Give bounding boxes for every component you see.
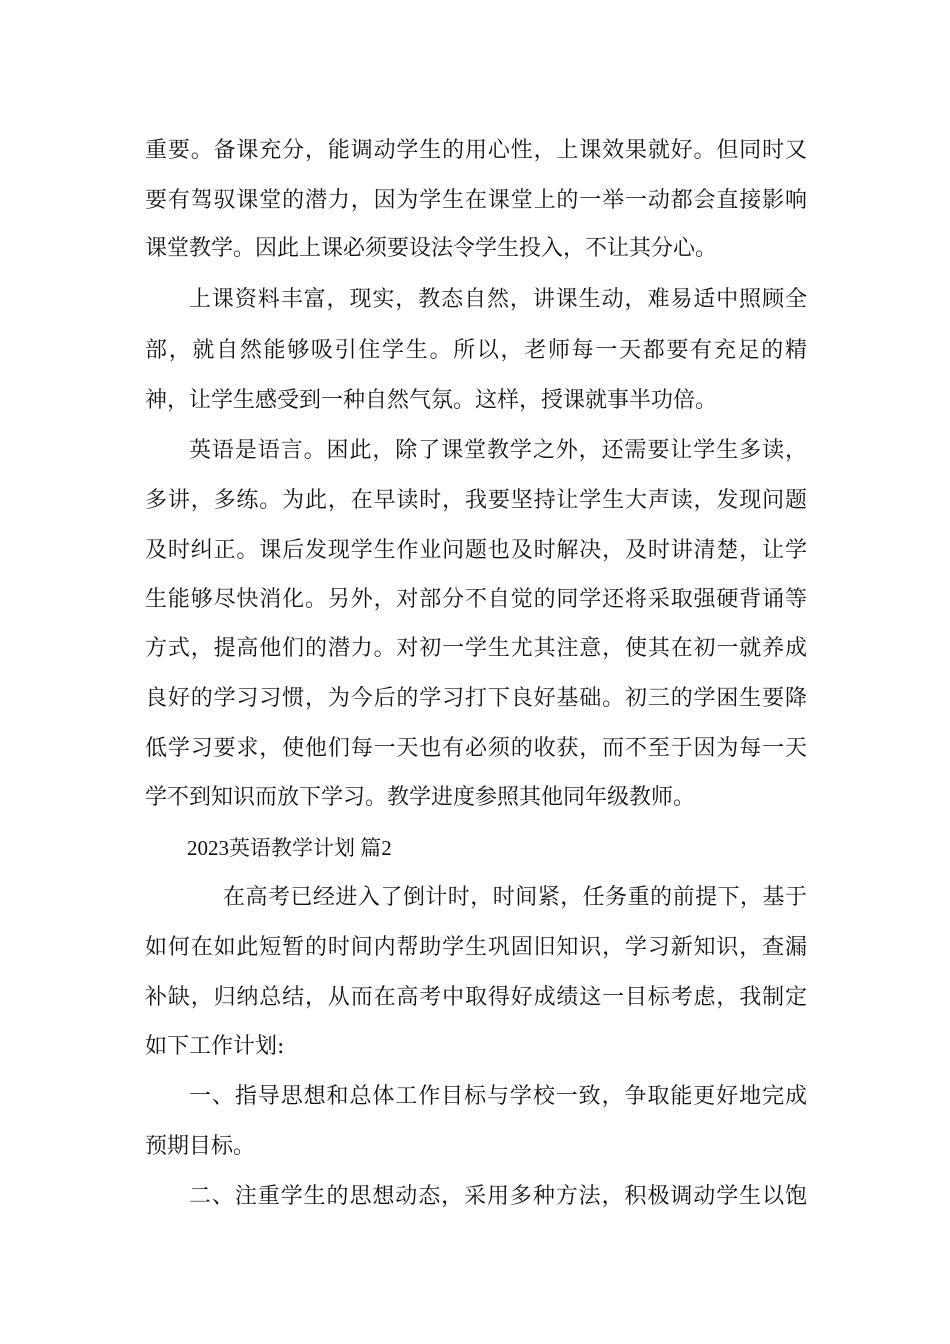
paragraph-line: 部，就自然能够吸引住学生。所以，老师每一天都要有充足的精	[145, 338, 807, 363]
paragraph-line: 重要。备课充分，能调动学生的用心性，上课效果就好。但同时又	[145, 138, 807, 163]
paragraph-line: 如何在如此短暂的时间内帮助学生巩固旧知识，学习新知识，查漏	[145, 935, 807, 960]
paragraph-line: 及时纠正。课后发现学生作业问题也及时解决，及时讲清楚，让学	[145, 538, 807, 563]
paragraph-line: 方式，提高他们的潜力。对初一学生尤其注意，使其在初一就养成	[145, 636, 807, 661]
paragraph-line: 多讲，多练。为此，在早读时，我要坚持让学生大声读，发现问题	[145, 488, 807, 513]
paragraph-line: 英语是语言。困此，除了课堂教学之外，还需要让学生多读，	[189, 438, 807, 463]
paragraph-line: 良好的学习习惯，为今后的学习打下良好基础。初三的学困生要降	[145, 686, 807, 711]
paragraph-line: 上课资料丰富，现实，教态自然，讲课生动，难易适中照顾全	[189, 287, 807, 312]
paragraph-line: 预期目标。	[145, 1134, 256, 1159]
paragraph-line: 低学习要求，使他们每一天也有必须的收获，而不至于因为每一天	[145, 736, 807, 761]
paragraph-line: 神，让学生感受到一种自然气氛。这样，授课就事半功倍。	[145, 388, 718, 413]
paragraph-line: 补缺，归纳总结，从而在高考中取得好成绩这一目标考虑，我制定	[145, 985, 807, 1010]
paragraph-line: 学不到知识而放下学习。教学进度参照其他同年级教师。	[145, 785, 696, 810]
paragraph-line: 在高考已经进入了倒计时，时间紧，任务重的前提下，基于	[223, 885, 807, 910]
paragraph-line: 如下工作计划:	[145, 1034, 285, 1059]
paragraph-line: 要有驾驭课堂的潜力，因为学生在课堂上的一举一动都会直接影响	[145, 188, 807, 213]
paragraph-line: 生能够尽快消化。另外，对部分不自觉的同学还将采取强硬背诵等	[145, 587, 807, 612]
paragraph-line: 课堂教学。因此上课必须要设法令学生投入，不让其分心。	[145, 236, 718, 261]
paragraph-line: 一、指导思想和总体工作目标与学校一致，争取能更好地完成	[189, 1084, 807, 1109]
paragraph-line: 二、注重学生的思想动态，采用多种方法，积极调动学生以饱	[189, 1184, 807, 1209]
section-heading: 2023英语教学计划 篇2	[187, 836, 392, 860]
